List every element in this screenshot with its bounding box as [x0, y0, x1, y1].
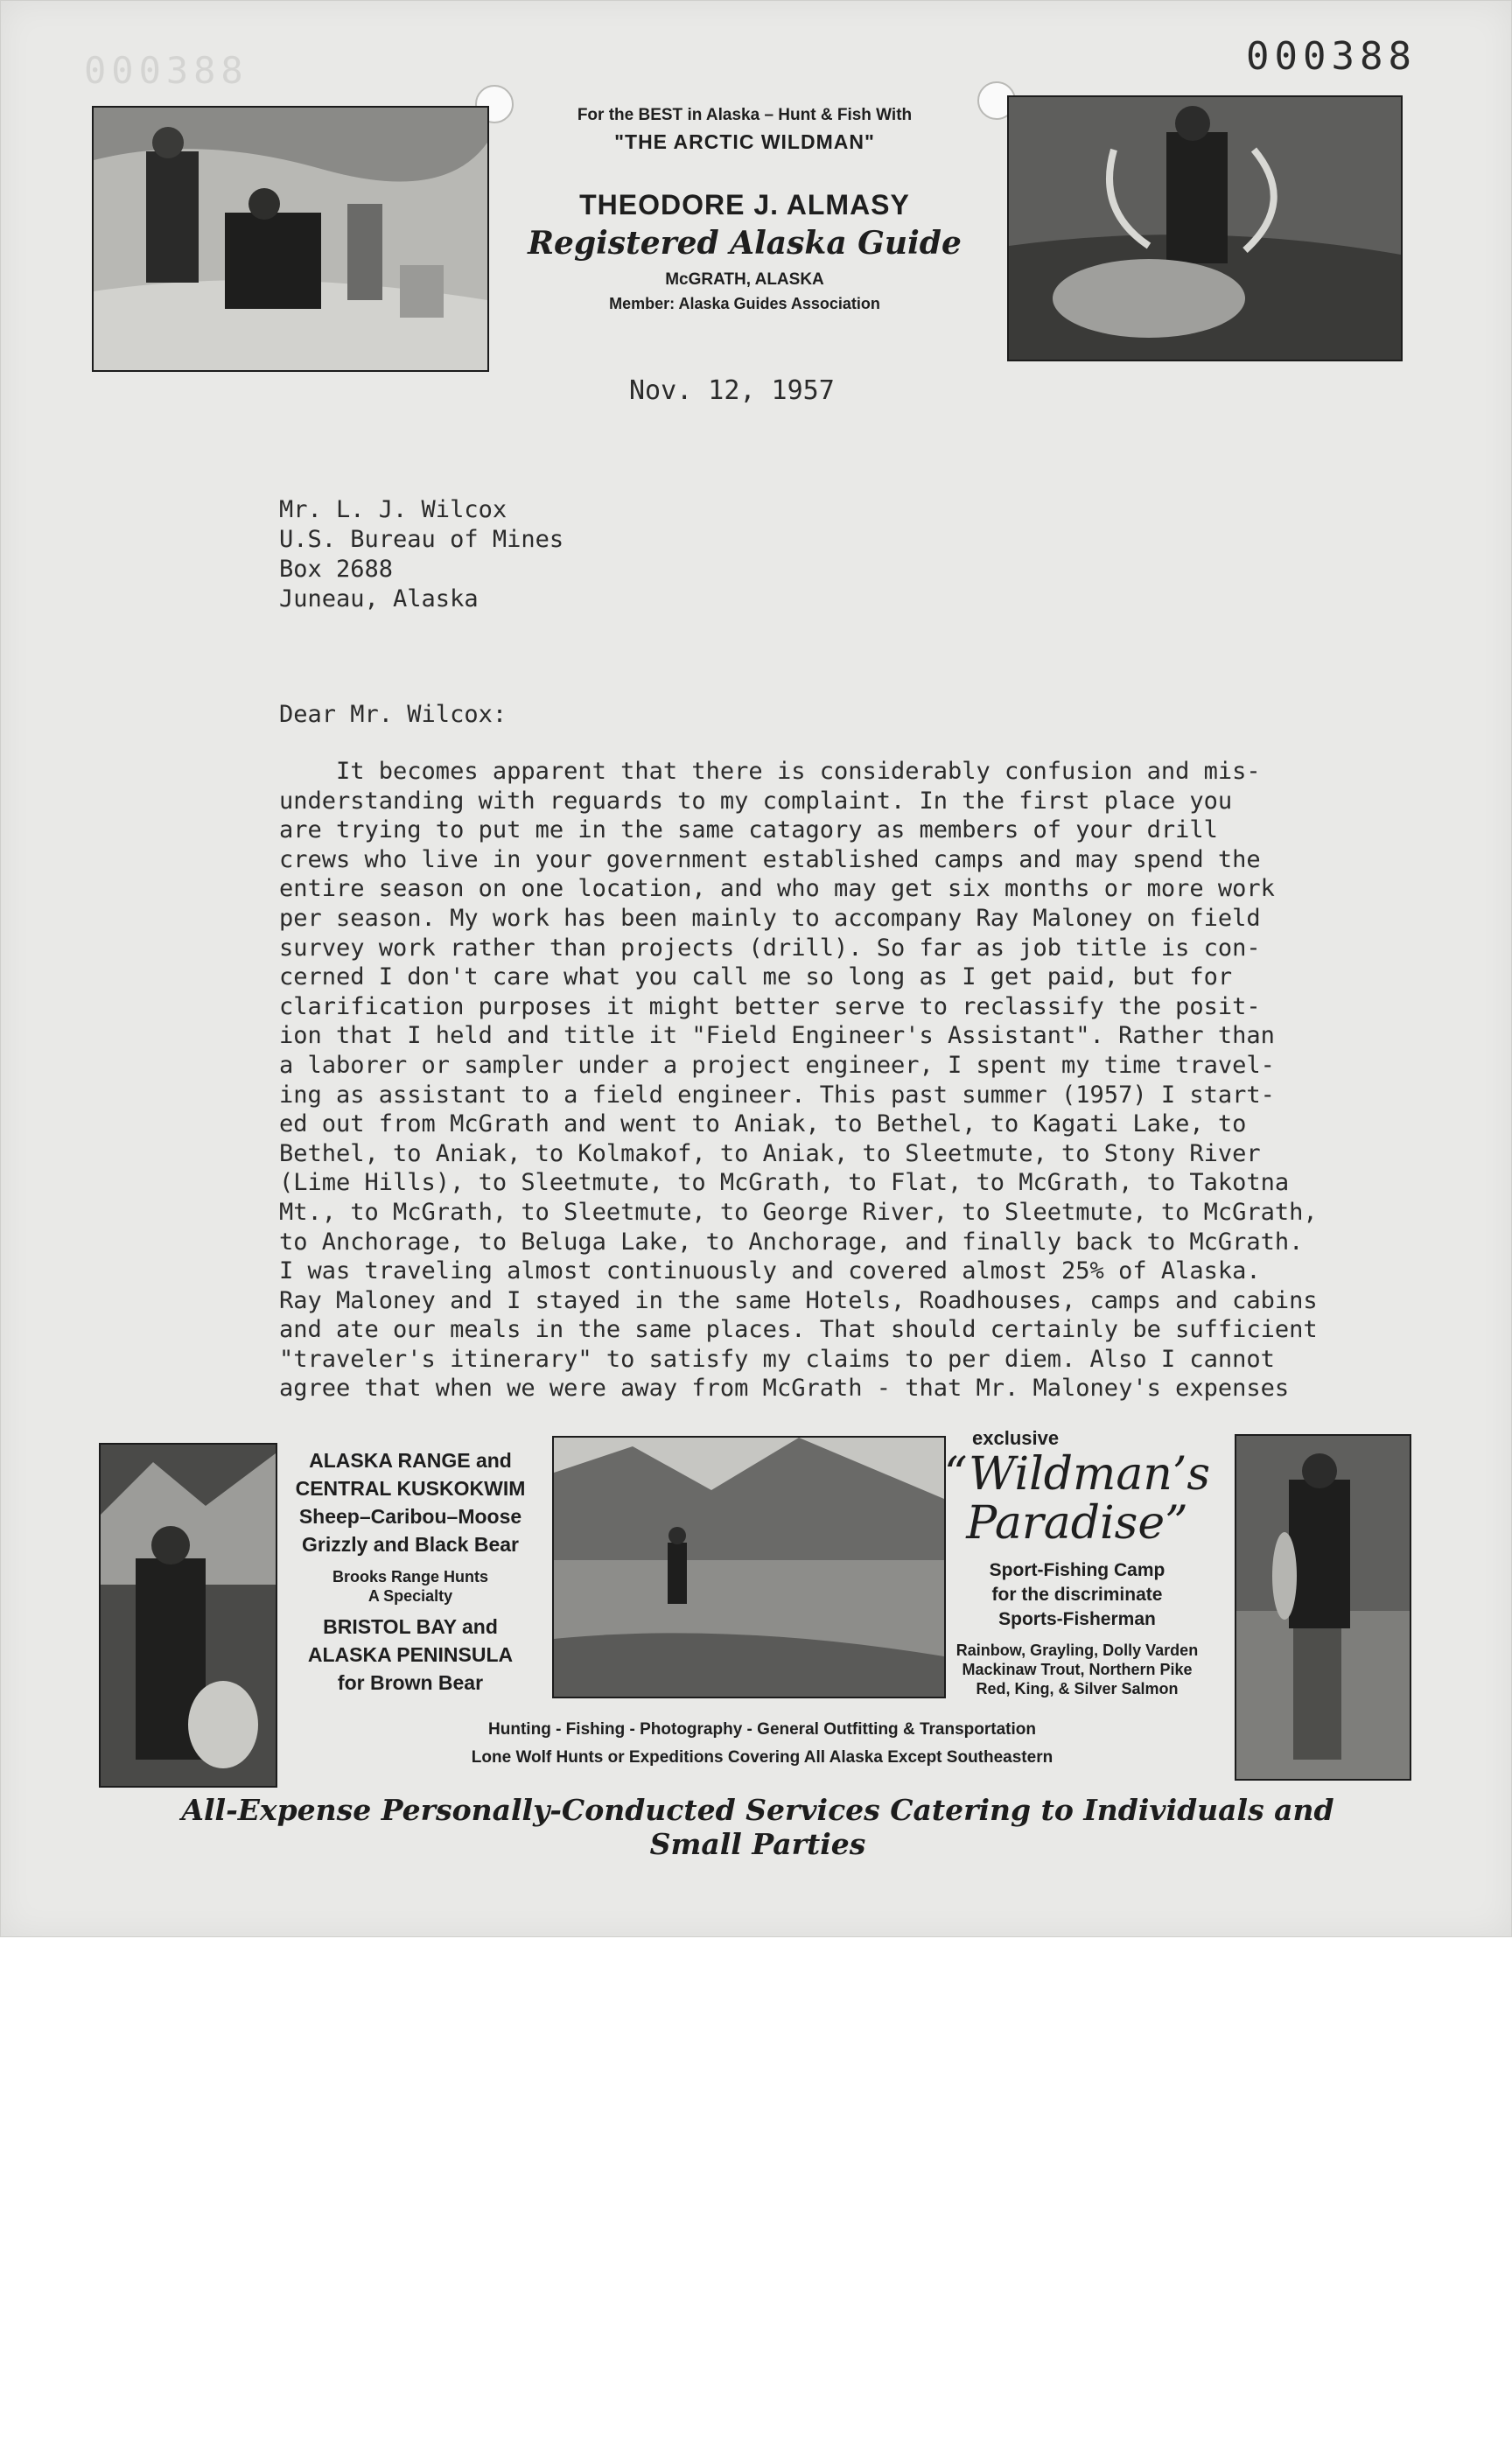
- letterhead-member: Member: Alaska Guides Association: [609, 295, 880, 312]
- body-line: to Anchorage, to Beluga Lake, to Anchorage, and finally back to McGrath.: [279, 1228, 1304, 1256]
- camp-fish-line: Rainbow, Grayling, Dolly Varden: [956, 1642, 1199, 1659]
- body-line: Bethel, to Aniak, to Kolmakof, to Aniak, to Sleetmute, to Stony River: [279, 1139, 1261, 1167]
- address-line: Box 2688: [279, 556, 394, 583]
- body-line: ed out from McGrath and went to Aniak, to Bethel, to Kagati Lake, to: [279, 1110, 1247, 1138]
- address-line: Juneau, Alaska: [279, 585, 479, 612]
- fishing-camp: [928, 1427, 1226, 1698]
- body-line: entire season on one location, and who may get six months or more work: [279, 875, 1275, 903]
- letter-date: Nov. 12, 1957: [629, 375, 835, 406]
- services-list: [333, 1716, 1191, 1772]
- body-line: agree that when we were away from McGrath - that Mr. Maloney's expenses: [279, 1375, 1290, 1403]
- camp-fish-line: Mackinaw Trout, Northern Pike: [962, 1661, 1193, 1678]
- letterhead: [491, 106, 998, 313]
- camp-desc-line: Sport-Fishing Camp: [989, 1560, 1166, 1580]
- footer-tagline: All-Expense Personally-Conducted Services Catering to Individuals and Small Parties: [181, 1793, 1334, 1861]
- body-line: clarification purposes it might better serve to reclassify the posit-: [279, 992, 1261, 1020]
- photo-hunter-with-sheep: [99, 1443, 277, 1788]
- letterhead-tagline: For the BEST in Alaska – Hunt & Fish With: [577, 106, 913, 124]
- body-line: ing as assistant to a field engineer. This past summer (1957) I start-: [279, 1081, 1275, 1109]
- body-line: survey work rather than projects (drill). So far as job title is con-: [279, 934, 1261, 962]
- body-line: a laborer or sampler under a project engineer, I spent my time travel-: [279, 1051, 1275, 1079]
- body-line: "traveler's itinerary" to satisfy my claims to per diem. Also I cannot: [279, 1345, 1275, 1373]
- letterhead-location: McGRATH, ALASKA: [665, 270, 824, 289]
- body-line: are trying to put me in the same catagory as members of your drill: [279, 816, 1218, 844]
- hunting-line: ALASKA RANGE and: [309, 1449, 512, 1472]
- camp-exclusive: exclusive: [972, 1427, 1060, 1449]
- camp-name-line1: “Wildman’s: [943, 1448, 1211, 1501]
- hunting-line: Sheep–Caribou–Moose: [298, 1505, 522, 1528]
- body-line: I was traveling almost continuously and covered almost 25% of Alaska.: [279, 1257, 1261, 1285]
- photo-caribou-trophy: [1007, 95, 1403, 361]
- camp-name-line2: Paradise”: [966, 1497, 1188, 1550]
- faded-page-number: 000388: [84, 49, 248, 92]
- body-line: understanding with reguards to my complaint. In the first place you: [279, 787, 1233, 815]
- body-line: It becomes apparent that there is considerably confusion and mis-: [279, 758, 1261, 785]
- body-line: and ate our meals in the same places. That should certainly be sufficient: [279, 1316, 1318, 1344]
- letterhead-title: Registered Alaska Guide: [528, 225, 962, 262]
- services-line: Lone Wolf Hunts or Expeditions Covering All Alaska Except Southeastern: [471, 1748, 1054, 1767]
- body-line: Ray Maloney and I stayed in the same Hotels, Roadhouses, camps and cabins: [279, 1286, 1318, 1314]
- page-number: 000388: [1246, 34, 1417, 79]
- bristol-line: BRISTOL BAY and: [323, 1615, 498, 1638]
- photo-river-fisherman: [552, 1436, 946, 1698]
- camp-fish-line: Red, King, & Silver Salmon: [976, 1680, 1179, 1698]
- recipient-address: [279, 495, 564, 614]
- hunting-regions: [279, 1446, 542, 1697]
- camp-desc-line: for the discriminate: [991, 1585, 1163, 1605]
- body-line: Mt., to McGrath, to Sleetmute, to George River, to Sleetmute, to McGrath,: [279, 1198, 1318, 1226]
- brooks-line: Brooks Range Hunts: [332, 1568, 489, 1586]
- photo-angler-with-fish: [1235, 1434, 1411, 1781]
- body-line: cerned I don't care what you call me so long as I get paid, but for: [279, 963, 1233, 991]
- services-line: Hunting - Fishing - Photography - General Outfitting & Transportation: [488, 1720, 1036, 1739]
- address-line: U.S. Bureau of Mines: [279, 526, 564, 553]
- salutation: Dear Mr. Wilcox:: [279, 701, 508, 728]
- body-line: ion that I held and title it "Field Engineer's Assistant". Rather than: [279, 1022, 1275, 1050]
- letterhead-nickname: "THE ARCTIC WILDMAN": [614, 130, 875, 153]
- body-line: (Lime Hills), to Sleetmute, to McGrath, to Flat, to McGrath, to Takotna: [279, 1169, 1290, 1197]
- photo-hunters-camp: [92, 106, 489, 372]
- camp-desc-line: Sports-Fisherman: [998, 1609, 1156, 1629]
- brooks-line: A Specialty: [368, 1587, 453, 1605]
- bristol-line: ALASKA PENINSULA: [307, 1643, 514, 1666]
- letter-body: [279, 757, 1364, 1404]
- hunting-line: Grizzly and Black Bear: [302, 1533, 519, 1556]
- body-line: crews who live in your government established camps and may spend the: [279, 845, 1261, 873]
- hunting-line: CENTRAL KUSKOKWIM: [295, 1477, 526, 1500]
- bristol-line: for Brown Bear: [337, 1671, 484, 1694]
- address-line: Mr. L. J. Wilcox: [279, 496, 508, 523]
- body-line: per season. My work has been mainly to accompany Ray Maloney on field: [279, 904, 1261, 932]
- letterhead-name: THEODORE J. ALMASY: [579, 189, 910, 220]
